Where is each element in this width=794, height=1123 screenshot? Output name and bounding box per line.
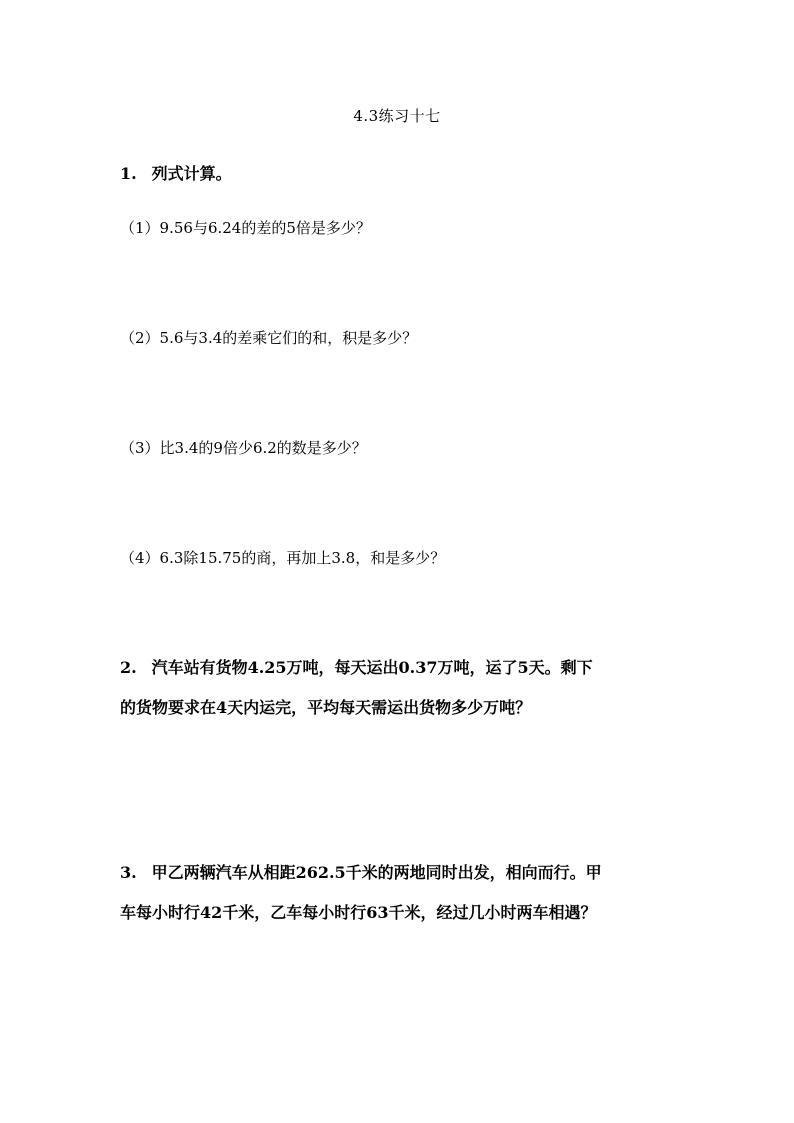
question-1-item-1: （1）9.56与6.24的差的5倍是多少？: [120, 219, 371, 237]
question-1-number: 1.: [120, 164, 137, 183]
question-3-text-line-1: 甲乙两辆汽车从相距262.5千米的两地同时出发，相向而行。甲: [151, 863, 602, 882]
question-3-text-line-2: 车每小时行42千米，乙车每小时行63千米，经过几小时两车相遇？: [120, 903, 597, 922]
question-1-item-4: （4）6.3除15.75的商，再加上3.8，和是多少？: [120, 549, 446, 567]
question-1-text: 列式计算。: [151, 164, 232, 183]
question-2-line-1: [120, 656, 593, 680]
question-1-item-3: （3）比3.4的9倍少6.2的数是多少？: [120, 439, 367, 457]
question-3-number: 3.: [120, 863, 137, 882]
question-1-heading: [120, 162, 232, 186]
question-3-line-1: [120, 861, 602, 885]
page-title: 4.3练习十七: [353, 107, 441, 125]
question-2-text-line-1: 汽车站有货物4.25万吨，每天运出0.37万吨，运了5天。剩下: [151, 658, 593, 677]
question-2-text-line-2: 的货物要求在4天内运完，平均每天需运出货物多少万吨？: [120, 698, 532, 717]
question-2-number: 2.: [120, 658, 137, 677]
question-1-item-2: （2）5.6与3.4的差乘它们的和，积是多少？: [120, 329, 418, 347]
